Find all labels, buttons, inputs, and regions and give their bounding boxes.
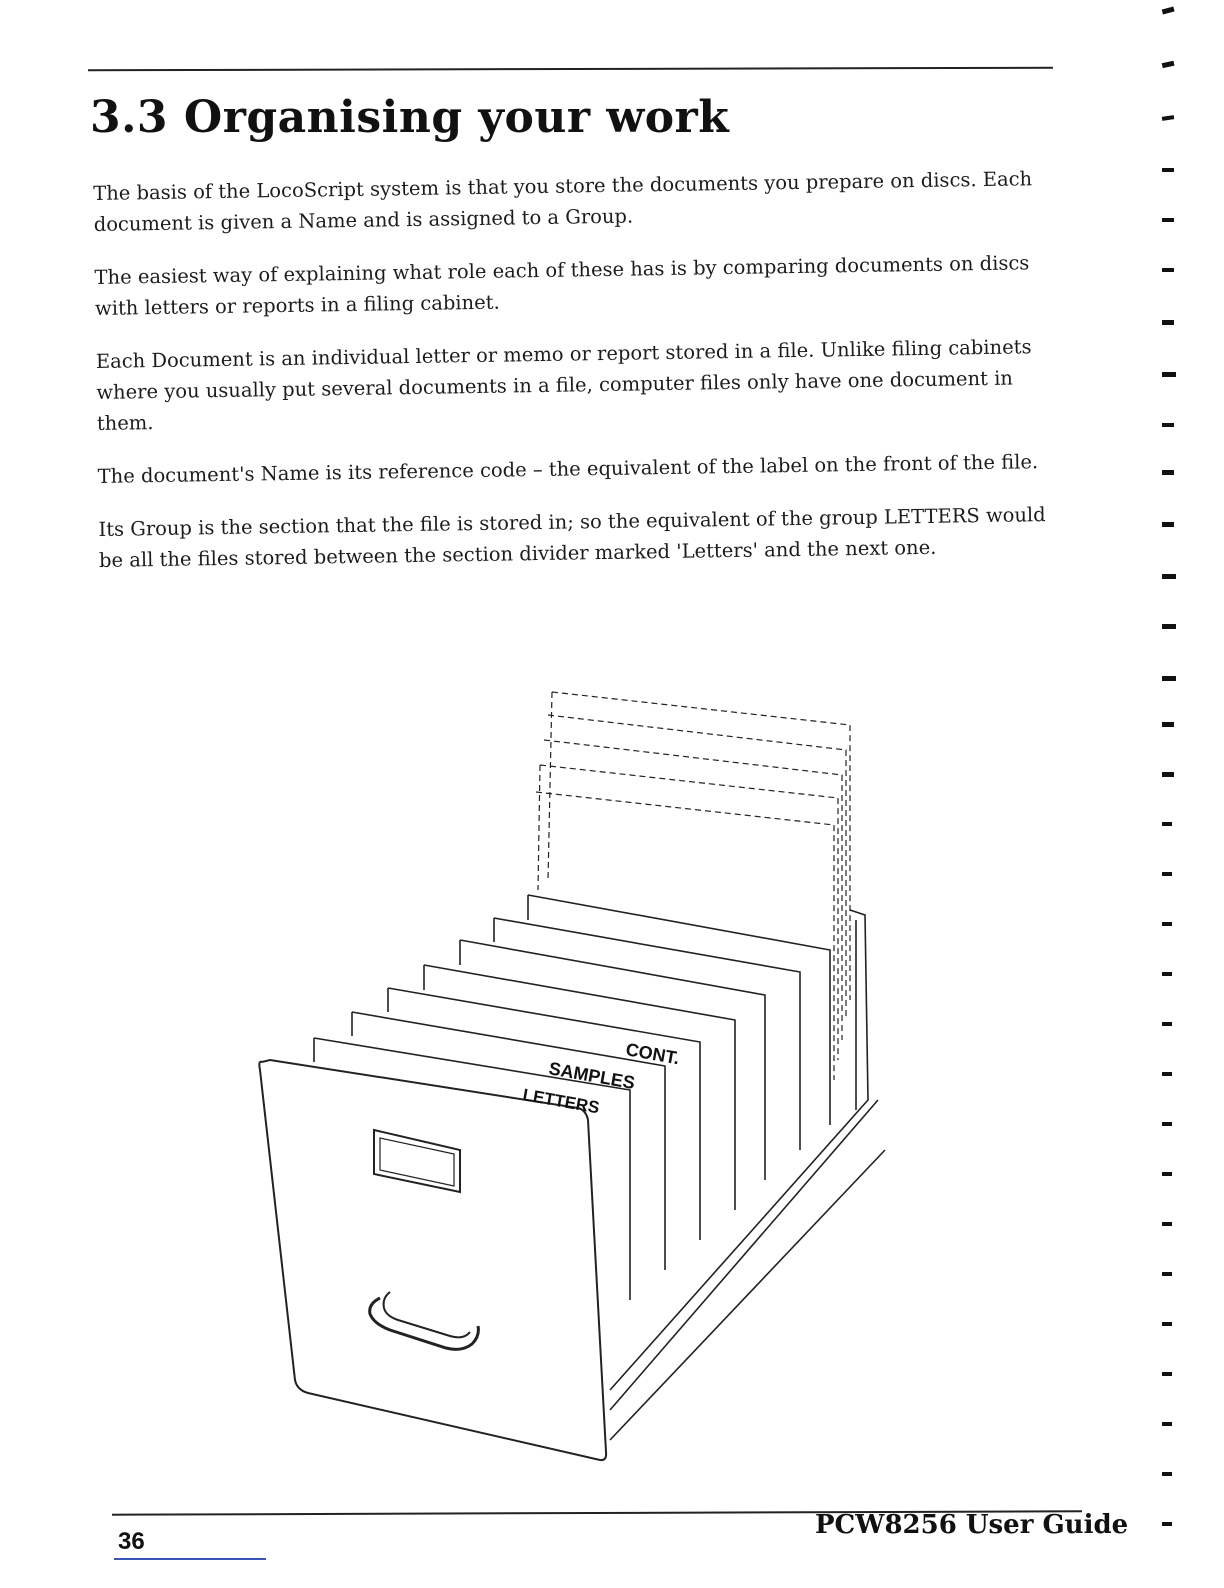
tab-label-samples: SAMPLES <box>547 1058 637 1094</box>
drawer-front <box>259 1060 606 1460</box>
paragraph-5: Its Group is the section that the file is stored in; so the equivalent of the group LETTERS would be all the files stored between the section divider marked 'Letters' and the next one. <box>98 503 1046 572</box>
page-number-underline <box>114 1558 266 1560</box>
filing-cabinet-illustration <box>250 680 900 1470</box>
scan-edge-marks <box>1150 0 1190 1584</box>
page-number: 36 <box>118 1528 145 1555</box>
body-text <box>93 163 1064 598</box>
tab-label-cont: CONT. <box>624 1039 681 1069</box>
paragraph-3: Each Document is an individual letter or memo or report stored in a file. Unlike filing cabinets where you usually put several documents in a file, computer files only have one document in them. <box>95 335 1032 435</box>
header-rule <box>88 67 1053 72</box>
section-title: 3.3 Organising your work <box>90 92 730 143</box>
tab-label-letters: LETTERS <box>521 1085 601 1118</box>
drawer-side <box>610 910 885 1440</box>
paragraph-4: The document's Name is its reference code – the equivalent of the label on the front of the file. <box>97 450 1039 488</box>
paragraph-1: The basis of the LocoScript system is that you store the documents you prepare on discs. Each document is given a Name and is assigned to a Group. <box>93 167 1033 236</box>
paragraph-2: The easiest way of explaining what role each of these has is by comparing documents on discs with letters or reports in a filing cabinet. <box>94 251 1030 320</box>
guide-title: PCW8256 User Guide <box>815 1510 1129 1540</box>
